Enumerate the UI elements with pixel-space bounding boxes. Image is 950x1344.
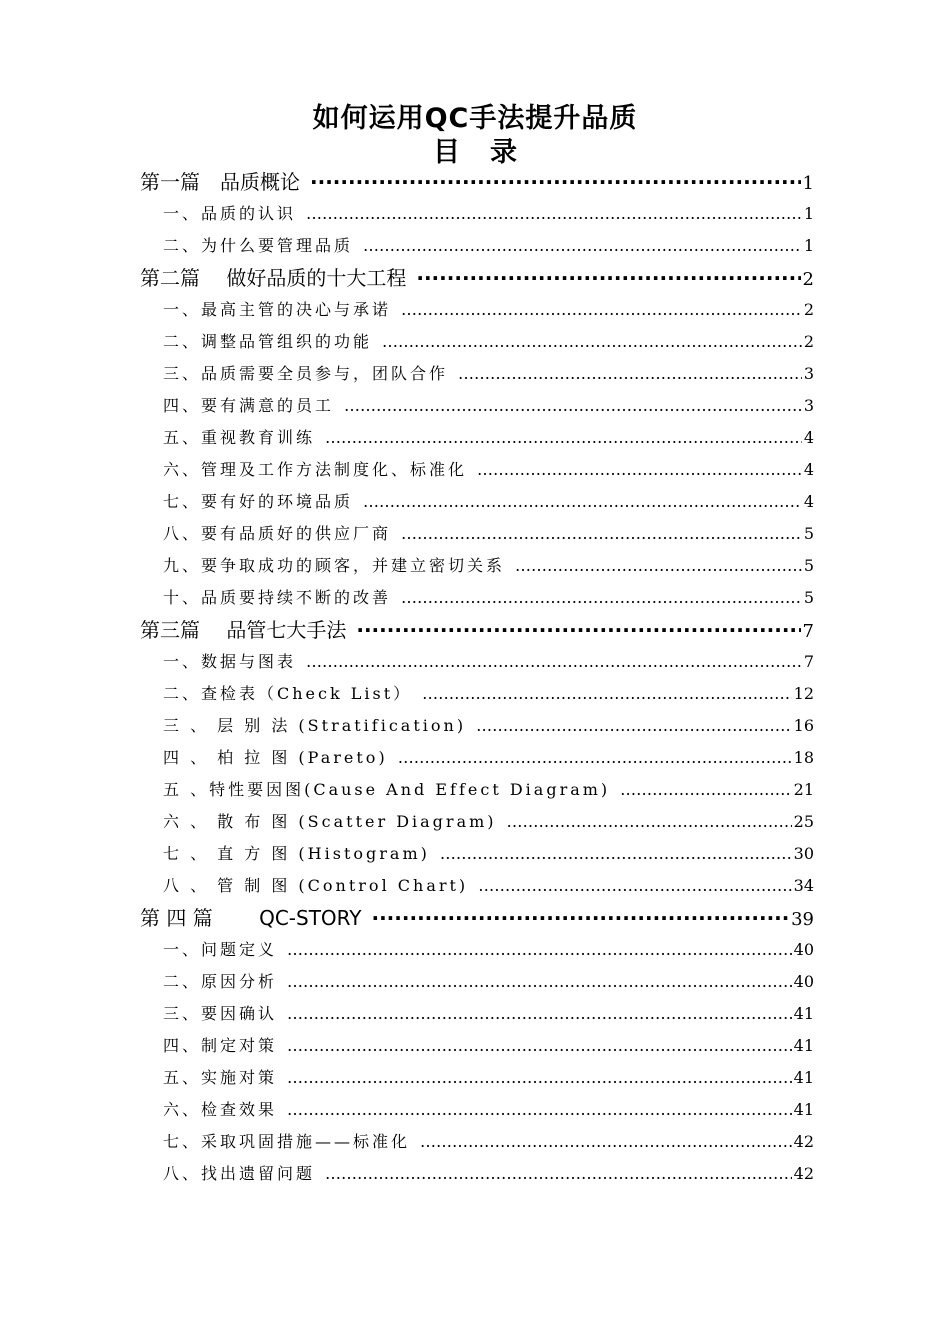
toc-entry[interactable] [140, 262, 814, 294]
toc-entry-label: 七 、 直 方 图 (Histogram) [163, 844, 430, 863]
toc-entry[interactable] [163, 934, 814, 966]
toc-entry[interactable] [163, 358, 814, 390]
toc-entry-label: 二、为什么要管理品质 [163, 236, 354, 255]
dot-leader [458, 358, 802, 390]
toc-entry-page: 7 [803, 652, 814, 671]
dot-leader [287, 1094, 792, 1126]
toc-entry[interactable] [163, 998, 814, 1030]
toc-entry-page: 2 [802, 269, 814, 290]
toc-entry-label: 一、品质的认识 [163, 204, 297, 223]
toc-entry-page: 42 [793, 1132, 814, 1151]
toc-entry-page: 1 [802, 173, 814, 194]
dot-leader [440, 838, 792, 870]
toc-entry-label: 一、数据与图表 [163, 652, 297, 671]
toc-entry-page: 2 [803, 300, 814, 319]
dot-leader [382, 326, 802, 358]
toc-entry[interactable] [163, 1062, 814, 1094]
dot-leader [478, 870, 791, 902]
toc-entry-label: 一、最高主管的决心与承诺 [163, 300, 392, 319]
dot-leader [306, 646, 802, 678]
toc-entry-label: 六、管理及工作方法制度化、标准化 [163, 460, 468, 479]
dot-leader [416, 262, 800, 294]
toc-entry-label: 三、要因确认 [163, 1004, 278, 1023]
toc-entry-label: 三、品质需要全员参与，团队合作 [163, 364, 449, 383]
toc-entry-label: 四 、 柏 拉 图 (Pareto) [163, 748, 388, 767]
dot-leader [287, 934, 792, 966]
toc-entry-page: 4 [803, 460, 814, 479]
toc-entry[interactable] [163, 1126, 814, 1158]
toc-entry-label: 八、要有品质好的供应厂商 [163, 524, 392, 543]
dot-leader [515, 550, 802, 582]
toc-entry-label: 六、检查效果 [163, 1100, 278, 1119]
toc-entry-label: 第三篇 品管七大手法 [140, 618, 347, 642]
document-title: 如何运用QC手法提升品质 [312, 103, 638, 134]
toc-entry[interactable] [163, 1094, 814, 1126]
toc-entry-label: 二、调整品管组织的功能 [163, 332, 373, 351]
toc-entry[interactable] [163, 582, 814, 614]
dot-leader [325, 422, 802, 454]
toc-entry-label: 二、查检表（Check List） [163, 684, 413, 703]
toc-entry-label: 六 、 散 布 图 (Scatter Diagram) [163, 812, 497, 831]
toc-entry[interactable] [140, 166, 814, 198]
toc-entry[interactable] [163, 710, 814, 742]
toc-entry-page: 3 [803, 396, 814, 415]
dot-leader [398, 742, 792, 774]
toc-entry[interactable] [163, 742, 814, 774]
toc-entry-label: 五 、特性要因图(Cause And Effect Diagram) [163, 780, 611, 799]
dot-leader [325, 1158, 792, 1190]
toc-entry-label: 七、要有好的环境品质 [163, 492, 354, 511]
toc-entry-page: 41 [793, 1036, 814, 1055]
toc-entry[interactable] [163, 326, 814, 358]
toc-entry[interactable] [163, 294, 814, 326]
toc-entry-label: 七、采取巩固措施——标准化 [163, 1132, 411, 1151]
toc-entry-page: 12 [793, 684, 814, 703]
dot-leader [344, 390, 802, 422]
toc-entry[interactable] [163, 518, 814, 550]
toc-entry[interactable] [163, 550, 814, 582]
toc-entry[interactable] [163, 838, 814, 870]
dot-leader [371, 902, 789, 934]
toc-entry-page: 41 [793, 1100, 814, 1119]
toc-entry-page: 2 [803, 332, 814, 351]
toc-entry-label: 一、问题定义 [163, 940, 278, 959]
dot-leader [477, 454, 802, 486]
toc-entry[interactable] [140, 902, 814, 934]
toc-entry[interactable] [163, 198, 814, 230]
toc-entry-page: 1 [803, 236, 814, 255]
dot-leader [401, 582, 802, 614]
toc-entry[interactable] [163, 422, 814, 454]
toc-entry-page: 34 [793, 876, 814, 895]
dot-leader [507, 806, 792, 838]
dot-leader [401, 518, 802, 550]
dot-leader [310, 166, 801, 198]
dot-leader [620, 774, 791, 806]
dot-leader [401, 294, 802, 326]
dot-leader [422, 678, 791, 710]
toc-entry-page: 40 [793, 972, 814, 991]
toc-entry-label: 第 四 篇 QC-STORY [140, 906, 362, 930]
dot-leader [306, 198, 802, 230]
toc-entry-page: 5 [803, 524, 814, 543]
toc-entry-label: 九、要争取成功的顾客，并建立密切关系 [163, 556, 506, 575]
toc-entry-page: 21 [793, 780, 814, 799]
toc-entry-label: 八、找出遗留问题 [163, 1164, 316, 1183]
dot-leader [287, 1062, 792, 1094]
toc-entry[interactable] [163, 390, 814, 422]
toc-entry-page: 4 [803, 428, 814, 447]
dot-leader [287, 998, 792, 1030]
toc-entry-page: 30 [793, 844, 814, 863]
dot-leader [420, 1126, 792, 1158]
toc-entry[interactable] [163, 870, 814, 902]
toc-entry[interactable] [163, 454, 814, 486]
toc-entry-label: 二、原因分析 [163, 972, 278, 991]
dot-leader [287, 966, 792, 998]
toc-entry[interactable] [163, 806, 814, 838]
toc-entry-label: 五、实施对策 [163, 1068, 278, 1087]
toc-entry-page: 3 [803, 364, 814, 383]
toc-entry[interactable] [163, 486, 814, 518]
toc-entry[interactable] [163, 230, 814, 262]
dot-leader [363, 486, 802, 518]
toc-entry-label: 五、重视教育训练 [163, 428, 316, 447]
dot-leader [363, 230, 802, 262]
dot-leader [287, 1030, 792, 1062]
dot-leader [356, 614, 800, 646]
toc-entry-label: 第二篇 做好品质的十大工程 [140, 266, 407, 290]
toc-entry-page: 7 [802, 621, 814, 642]
toc-entry-page: 16 [793, 716, 814, 735]
toc-entry-label: 十、品质要持续不断的改善 [163, 588, 392, 607]
toc-entry[interactable] [163, 966, 814, 998]
toc-entry-label: 八 、 管 制 图 (Control Chart) [163, 876, 469, 895]
toc-entry[interactable] [163, 1030, 814, 1062]
toc-heading: 目录 [433, 137, 547, 168]
toc-entry-label: 四、要有满意的员工 [163, 396, 335, 415]
toc-entry-page: 1 [803, 204, 814, 223]
toc-entry-page: 39 [791, 909, 814, 930]
toc-entry-page: 41 [793, 1004, 814, 1023]
toc-entry-page: 5 [803, 556, 814, 575]
toc-entry[interactable] [163, 646, 814, 678]
toc-entry-label: 三 、 层 别 法 (Stratification) [163, 716, 467, 735]
toc-entry[interactable] [163, 678, 814, 710]
toc-entry-page: 4 [803, 492, 814, 511]
toc-entry-label: 第一篇 品质概论 [140, 170, 300, 194]
toc-entry[interactable] [163, 1158, 814, 1190]
toc-entry-page: 41 [793, 1068, 814, 1087]
toc-entry-page: 40 [793, 940, 814, 959]
toc-entry[interactable] [163, 774, 814, 806]
toc-entry-page: 18 [793, 748, 814, 767]
toc-entry-page: 25 [793, 812, 814, 831]
toc-entry-page: 5 [803, 588, 814, 607]
toc-entry-page: 42 [793, 1164, 814, 1183]
dot-leader [476, 710, 792, 742]
toc-entry-label: 四、制定对策 [163, 1036, 278, 1055]
toc-entry[interactable] [140, 614, 814, 646]
